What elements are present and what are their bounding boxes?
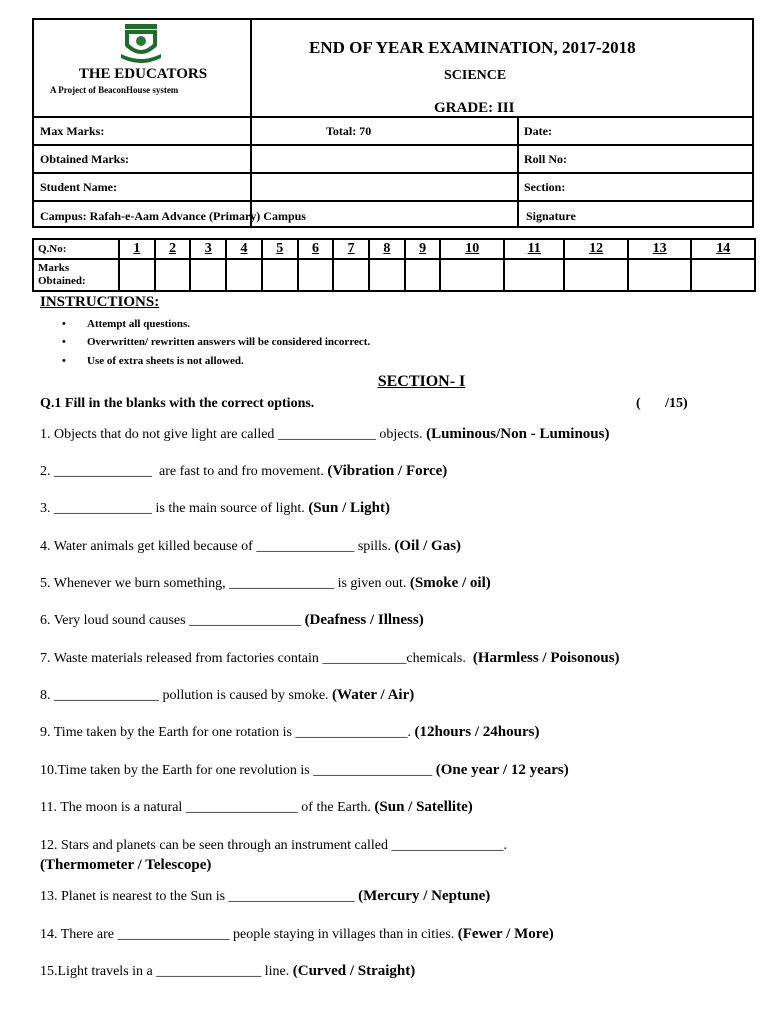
qno-cell: 5 [262,239,298,259]
section-label: Section: [524,180,566,194]
qno-cell: 11 [504,239,564,259]
question-line: 14. There are ________________ people staying in villages than in cities. (Fewer / More) [40,926,554,942]
section-heading: SECTION- I [377,373,466,390]
campus-label: Campus: Rafah-e-Aam Advance (Primary) Campus [40,209,306,223]
qno-row [33,239,755,259]
marks-cell[interactable] [119,259,155,291]
school-tagline: A Project of BeaconHouse system [50,85,179,95]
question-line: 4. Water animals get killed because of ______________ spills. (Oil / Gas) [40,538,462,554]
exam-subject: SCIENCE [444,68,507,83]
qno-cell: 14 [691,239,755,259]
max-marks-label: Max Marks: [40,124,105,138]
marks-cell[interactable] [155,259,191,291]
instruction-item: • Use of extra sheets is not allowed. [62,355,244,367]
instruction-item: • Overwritten/ rewritten answers will be considered incorrect. [62,336,371,348]
question-line: 15.Light travels in a _______________ line. (Curved / Straight) [40,963,416,979]
marks-cell[interactable] [564,259,628,291]
qno-cell: 2 [155,239,191,259]
marks-cell[interactable] [298,259,334,291]
total-marks: Total: 70 [326,124,372,138]
obtained-marks-label: Obtained Marks: [40,152,130,166]
exam-header [32,18,754,228]
marks-cell[interactable] [691,259,755,291]
marks-cell[interactable] [333,259,369,291]
qno-cell: 1 [119,239,155,259]
question-line: 13. Planet is nearest to the Sun is __________________ (Mercury / Neptune) [40,888,491,904]
signature-label: Signature [526,209,576,223]
question-line: 1. Objects that do not give light are called ______________ objects. (Luminous/Non - Luminous) [40,426,610,442]
qno-label: Q.No: [33,239,119,259]
marks-obtained-row [33,259,755,291]
question-line: 2. ______________ are fast to and fro movement. (Vibration / Force) [40,463,448,479]
marks-cell[interactable] [226,259,262,291]
question-line: 9. Time taken by the Earth for one rotation is ________________. (12hours / 24hours) [40,724,540,740]
exam-title: END OF YEAR EXAMINATION, 2017-2018 [309,38,636,57]
marks-cell[interactable] [190,259,226,291]
qno-cell: 12 [564,239,628,259]
marks-cell[interactable] [440,259,504,291]
qno-cell: 3 [190,239,226,259]
marks-cell[interactable] [262,259,298,291]
student-name-label: Student Name: [40,180,117,194]
marks-cell[interactable] [369,259,405,291]
question-1-heading: Q.1 Fill in the blanks with the correct options. [40,396,315,411]
qno-cell: 10 [440,239,504,259]
question-line: 12. Stars and planets can be seen through an instrument called ________________. [40,838,507,853]
question-line: 8. _______________ pollution is caused by smoke. (Water / Air) [40,687,415,703]
qno-cell: 13 [628,239,692,259]
instruction-item: • Attempt all questions. [62,318,190,330]
question-line: 11. The moon is a natural ________________ of the Earth. (Sun / Satellite) [40,799,473,815]
qno-cell: 8 [369,239,405,259]
question-line: 3. ______________ is the main source of light. (Sun / Light) [40,500,391,516]
marks-cell[interactable] [504,259,564,291]
qno-cell: 6 [298,239,334,259]
instructions-heading: INSTRUCTIONS: [40,294,160,310]
qno-cell: 7 [333,239,369,259]
question-line: 7. Waste materials released from factories contain ____________chemicals. (Harmless / Poisonous) [40,650,620,666]
qno-cell: 9 [405,239,441,259]
logo-area [34,20,252,118]
question-line: 6. Very loud sound causes ________________ (Deafness / Illness) [40,612,424,628]
question-line: (Thermometer / Telescope) [40,857,212,873]
marks-table [32,238,756,292]
marks-obtained-label: Marks Obtained: [33,259,119,291]
question-line: 10.Time taken by the Earth for one revolution is _________________ (One year / 12 years) [40,762,569,778]
marks-cell[interactable] [628,259,692,291]
question-1-marks: ( /15) [636,396,688,411]
question-line: 5. Whenever we burn something, _______________ is given out. (Smoke / oil) [40,575,491,591]
school-name: THE EDUCATORS [78,66,208,82]
roll-no-label: Roll No: [524,152,567,166]
marks-cell[interactable] [405,259,441,291]
exam-grade: GRADE: III [434,100,515,116]
date-label: Date: [524,124,552,138]
qno-cell: 4 [226,239,262,259]
school-logo [119,24,163,64]
